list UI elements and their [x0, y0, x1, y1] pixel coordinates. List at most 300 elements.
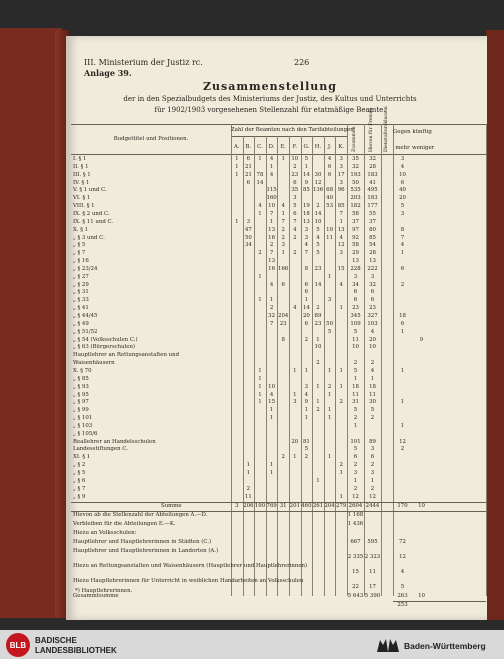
mehr-cell: 8 — [400, 226, 405, 233]
table-cell: 9 — [304, 179, 309, 186]
fremde-cell: 3 — [370, 446, 375, 453]
summe-mehr: 170 — [397, 503, 408, 510]
table-cell: 11 — [326, 234, 334, 241]
row-label: „ § 93 — [73, 383, 89, 390]
zusammen-cell: 18 — [352, 383, 359, 390]
fremde-cell: 54 — [369, 242, 376, 249]
table-cell: 8 — [281, 336, 285, 343]
mehr-cell: 6 — [400, 179, 405, 186]
zusammen-cell: 535 — [350, 187, 361, 194]
library-name-line-2: LANDESBIBLIOTHEK — [35, 646, 117, 655]
table-cell: 1 — [269, 415, 274, 422]
mehr-cell: 12 — [399, 438, 406, 445]
table-cell: 8 — [304, 265, 309, 272]
summary-label: Hiezu an Volksschulen: — [73, 530, 137, 537]
row-label: „ § 101 — [73, 415, 93, 422]
table-cell: 20 — [302, 313, 310, 319]
table-cell: 3 — [293, 399, 297, 406]
table-cell: 23 — [314, 265, 322, 272]
summe-cell: 460 — [301, 503, 312, 510]
fremde-cell: 327 — [367, 313, 378, 319]
summe-fremde: 2444 — [365, 503, 380, 510]
table-cell: 1 — [258, 391, 262, 398]
summary-mehr: 5 — [400, 584, 405, 591]
summary-label: Hauptlehrer und Hauptlehrerinnen in Landorten (A.) — [73, 548, 219, 555]
row-label: IX. § 2 und C. — [73, 210, 110, 217]
zusammen-cell: 11 — [352, 336, 359, 343]
table-cell: 1 — [339, 493, 343, 500]
row-label: „ § 103 — [73, 422, 93, 429]
zusammen-cell: 109 — [350, 320, 361, 327]
table-cell: 2 — [339, 462, 343, 469]
table-cell: 6 — [293, 179, 297, 186]
table-cell: 1 — [235, 156, 239, 162]
table-cell: 5 — [316, 242, 320, 249]
summary-label: Gesammtsumme — [73, 593, 119, 600]
fremde-cell: 1 — [370, 477, 375, 484]
dienst-header: Dienstaltersklassen — [384, 106, 389, 152]
table-cell: 1 — [281, 250, 285, 257]
fremde-cell: 32 — [369, 156, 376, 162]
state-lions-icon — [375, 636, 401, 656]
summary-fremde: 2 323 — [364, 554, 381, 561]
book-cover-right — [486, 30, 504, 620]
row-label: Hauptlehrer an Rettungsanstalten und — [73, 352, 180, 359]
row-label: Landesstiftungen C. — [73, 446, 128, 453]
zusammen-cell: 203 — [350, 195, 361, 202]
table-cell: 1 — [258, 156, 262, 162]
table-cell: 1 — [246, 462, 251, 469]
table-cell: 6 — [281, 281, 285, 288]
page-number: 226 — [294, 58, 310, 67]
zusammen-cell: 23 — [352, 305, 359, 312]
table-cell: 4 — [293, 305, 297, 312]
table-cell: 2 — [281, 454, 285, 461]
fremde-cell: 30 — [369, 399, 376, 406]
table-cell: 53 — [326, 203, 334, 210]
row-label: „ § 51/52 — [73, 328, 98, 335]
summary-fremde: 11 — [369, 569, 376, 576]
state-name[interactable]: Baden-Württemberg — [404, 641, 486, 651]
summary-fremde: 5 390 — [364, 593, 381, 600]
row-label: „ § 16 — [73, 258, 89, 265]
fremde-cell: 4 — [370, 367, 375, 374]
zusammen-cell: 1 — [353, 375, 358, 382]
table-cell: 10 — [268, 203, 276, 210]
mehr-cell: 3 — [400, 156, 405, 162]
zusammen-cell: 37 — [352, 218, 359, 225]
library-name-line-1: BADISCHE — [35, 636, 77, 645]
row-label: X. § 1 — [73, 226, 89, 233]
zusammen-cell: 101 — [350, 438, 361, 445]
table-cell: 6 — [304, 289, 309, 296]
library-name[interactable] — [35, 636, 117, 656]
table-cell: 2 — [316, 407, 320, 414]
table-cell: 21 — [244, 163, 252, 170]
table-cell: 19 — [302, 203, 310, 210]
table-cell: 89 — [314, 313, 322, 319]
table-cell: 14 — [314, 281, 322, 288]
table-cell: 3 — [293, 195, 297, 202]
zusammen-cell: 2 — [353, 462, 358, 469]
fremde-cell: 3 — [370, 273, 375, 280]
zusammen-cell: 10 — [352, 344, 359, 351]
column-rule — [381, 124, 382, 596]
zusammen-cell: 29 — [352, 250, 359, 257]
summary-mehr: 72 — [399, 539, 406, 546]
summe-cell: 206 — [243, 503, 254, 510]
zusammen-cell: 5 — [353, 328, 358, 335]
fremde-cell: 89 — [369, 438, 376, 445]
table-cell: 5 — [293, 203, 297, 210]
table-cell: 2 — [327, 383, 332, 390]
fremde-cell: 2 — [370, 415, 375, 422]
weniger-header: weniger — [412, 145, 435, 151]
table-cell: 4 — [281, 203, 285, 210]
table-cell: 1 — [327, 273, 332, 280]
table-cell: 1 — [258, 273, 262, 280]
fremde-cell: 20 — [369, 336, 376, 343]
table-cell: 5 — [327, 328, 332, 335]
summary-weniger: 10 — [418, 593, 425, 600]
table-cell: 23 — [279, 320, 287, 327]
zusammen-cell: 3 — [353, 470, 358, 476]
table-cell: 5 — [304, 446, 309, 453]
row-label: „ § 7 — [73, 485, 86, 492]
table-cell: 1 — [293, 454, 297, 461]
table-cell: 68 — [326, 187, 334, 194]
summary-zusammen: 15 — [352, 569, 359, 576]
summary-mehr: 12 — [399, 554, 406, 561]
fremde-cell: 6 — [370, 289, 375, 296]
table-cell: 7 — [293, 218, 297, 225]
row-label: „ § 105/6 — [73, 430, 98, 437]
summary-zusammen: 1 168 — [347, 512, 364, 519]
table-cell: 32 — [268, 313, 276, 319]
table-cell: 40 — [326, 195, 334, 202]
table-cell: 4 — [293, 226, 297, 233]
table-cell: 1 — [316, 383, 320, 390]
table-top-rule — [71, 124, 486, 125]
zusammen-cell: 13 — [352, 258, 359, 265]
footnote: *) Hauptlehrerinnen. — [75, 588, 133, 594]
table-cell: 1 — [327, 391, 332, 398]
row-label: X. § 70 — [73, 367, 92, 374]
table-cell: 1 — [304, 367, 309, 374]
table-cell: 14 — [314, 210, 322, 217]
mehr-cell: 1 — [400, 367, 405, 374]
mehr-cell: 20 — [399, 195, 406, 202]
row-label: „ § 95 — [73, 391, 89, 398]
zusammen-cell: 12 — [352, 493, 359, 500]
fremde-cell: 5 — [370, 407, 375, 414]
table-cell: 12 — [337, 242, 345, 249]
table-cell: 13 — [302, 218, 310, 225]
fremde-cell: 4 — [370, 328, 375, 335]
fremde-cell: 85 — [369, 234, 376, 241]
table-cell: 1 — [339, 383, 343, 390]
zusammen-cell: 58 — [352, 210, 359, 217]
table-cell: 1 — [304, 163, 309, 170]
table-cell: 2 — [269, 305, 274, 312]
table-cell: 5 — [316, 250, 320, 257]
summe-cell: 201 — [289, 503, 300, 510]
row-label: III. § 1 — [73, 171, 91, 178]
zusammen-cell: 2 — [353, 485, 358, 492]
zusammen-cell: 1 — [353, 422, 358, 429]
table-cell: 10 — [291, 156, 299, 162]
table-cell: 4 — [269, 156, 274, 162]
table-cell: 35 — [291, 187, 299, 194]
zusammen-cell: 2 — [353, 415, 358, 422]
fremde-cell: 32 — [369, 281, 376, 288]
table-cell: 2 — [258, 250, 262, 257]
mehr-cell: 2 — [400, 281, 405, 288]
table-cell: 1 — [269, 218, 274, 225]
fremde-cell: 41 — [369, 179, 376, 186]
summe-cell: 31 — [279, 503, 287, 510]
summary-label: Hiezu an Rettungsanstalten und Waisenhäusern (Hauptlehrer und Hauptlehrerinnen) — [73, 563, 308, 570]
mehr-cell: 6 — [400, 320, 405, 327]
table-cell: 4 — [269, 281, 274, 288]
blb-logo[interactable]: BLB — [6, 633, 30, 657]
table-cell: 10 — [314, 344, 322, 351]
row-label: Reallehrer an Handelsschulen — [73, 438, 156, 445]
table-cell: 166 — [278, 265, 289, 272]
table-cell: 2 — [293, 163, 297, 170]
fremde-cell: 28 — [369, 250, 376, 257]
table-cell: 2 — [293, 250, 297, 257]
tarif-header-a: A. — [233, 144, 240, 150]
mehr-cell: 10 — [399, 171, 406, 178]
summary-label: Verbleiben für die Abteilungen E.—K. — [73, 521, 176, 528]
zusammen-cell: 5 — [353, 407, 358, 414]
header-bottom-rule — [71, 154, 486, 155]
fremde-cell: 2 — [370, 360, 375, 367]
table-cell: 4 — [258, 203, 262, 210]
table-cell: 16 — [268, 234, 276, 241]
summary-mehr: 263 — [397, 593, 408, 600]
zusammen-cell: 32 — [352, 163, 359, 170]
table-cell: 7 — [269, 250, 274, 257]
table-cell: 1 — [327, 367, 332, 374]
row-label: „ § 23/24 — [73, 265, 98, 272]
title-line-1: der in den Spezialbudgets des Ministeriums der Justiz, des Kultus und Unterrichts — [123, 95, 417, 103]
fremde-cell: 18 — [369, 383, 376, 390]
table-cell: 14 — [302, 305, 310, 312]
tarif-header-k: K. — [338, 144, 345, 150]
table-cell: 6 — [327, 163, 332, 170]
row-label: XI. § 1 — [73, 454, 91, 461]
tarif-header-b: B. — [245, 144, 252, 150]
net-difference: 253 — [397, 602, 408, 609]
table-cell: 1 — [327, 415, 332, 422]
tarif-header-c: C. — [257, 144, 263, 150]
zusammen-cell: 34 — [352, 281, 359, 288]
table-cell: 1 — [304, 297, 309, 304]
table-cell: 6 — [246, 179, 251, 186]
table-cell: 1 — [339, 305, 343, 312]
row-label: „ § 7 — [73, 250, 86, 257]
zusammen-cell: 345 — [350, 313, 361, 319]
running-header: III. Ministerium der Justiz rc. — [84, 58, 203, 67]
zusammen-cell: 50 — [352, 179, 359, 186]
table-cell: 7 — [339, 210, 343, 217]
table-cell: 3 — [339, 179, 343, 186]
row-label: „ § 5 — [73, 470, 86, 476]
table-cell: 160 — [266, 195, 277, 202]
fremde-cell: 10 — [369, 344, 376, 351]
table-cell: 2 — [281, 226, 285, 233]
table-cell: 14 — [256, 179, 264, 186]
row-label: „ § 5 — [73, 242, 86, 249]
summe-zusammen: 2604 — [348, 503, 363, 510]
table-cell: 4 — [269, 171, 274, 178]
table-cell: 2 — [269, 242, 274, 249]
zusammen-cell: 182 — [350, 203, 361, 210]
weniger-cell: 9 — [419, 336, 424, 343]
mehr-cell: 1 — [400, 328, 405, 335]
table-cell: 5 — [316, 226, 320, 233]
table-cell: 18 — [302, 210, 310, 217]
table-cell: 2 — [304, 336, 309, 343]
table-cell: 7 — [304, 250, 309, 257]
row-label: „ § 6 — [73, 477, 86, 484]
mehr-cell: 6 — [400, 265, 405, 272]
table-cell: 2 — [246, 485, 251, 492]
row-label: „ § 63 (Bürgerschulen) — [73, 344, 136, 351]
table-cell: 1 — [258, 297, 262, 304]
summary-zusammen: 667 — [350, 539, 361, 546]
table-cell: 23 — [291, 171, 299, 178]
summe-cell: 769 — [266, 503, 277, 510]
fremde-cell: 37 — [369, 218, 376, 225]
table-cell: 3 — [339, 250, 343, 257]
table-cell: 13 — [268, 226, 276, 233]
tarif-header-h: H. — [314, 144, 322, 150]
table-cell: 96 — [337, 187, 345, 194]
row-label: „ § 2 — [73, 462, 86, 469]
fremde-cell: 28 — [369, 163, 376, 170]
fremde-cell: 177 — [367, 203, 378, 210]
zusammen-cell: 6 — [353, 297, 358, 304]
row-label: „ § 41 — [73, 305, 89, 312]
mehr-cell: 4 — [400, 242, 405, 249]
row-label: II. § 1 — [73, 163, 89, 170]
table-cell: 50 — [326, 320, 334, 327]
summary-label: Hievon ab die Stellenzahl der Abteilungen A.—D. — [73, 512, 208, 519]
table-cell: 1 — [258, 383, 262, 390]
table-cell: 1 — [269, 163, 274, 170]
table-cell: 4 — [304, 391, 309, 398]
table-cell: 10 — [268, 383, 276, 390]
table-cell: 12 — [314, 179, 322, 186]
table-cell: 1 — [246, 470, 251, 476]
fremde-cell: 13 — [369, 258, 376, 265]
summary-mehr: 4 — [400, 569, 405, 576]
table-cell: 4 — [304, 242, 309, 249]
budget-column-header: Budgettitel und Positionen. — [113, 136, 189, 142]
table-cell: 16 — [268, 265, 276, 272]
fremde-cell: 495 — [367, 187, 378, 194]
document-title: Zusammenstellung — [203, 80, 337, 93]
fremde-cell: 2 — [370, 485, 375, 492]
table-cell: 15 — [337, 265, 345, 272]
table-cell: 15 — [268, 399, 276, 406]
fremde-cell: 103 — [367, 320, 378, 327]
mehr-cell: 1 — [400, 399, 405, 406]
tarif-header-g: G. — [303, 144, 310, 150]
zusammen-cell: 97 — [352, 226, 359, 233]
table-cell: 1 — [304, 415, 309, 422]
table-cell: 2 — [316, 305, 320, 312]
zusammen-cell: 1 — [353, 477, 358, 484]
zusammen-cell: 92 — [352, 234, 359, 241]
row-label: V. § 1 und C. — [73, 187, 107, 194]
table-cell: 3 — [304, 234, 309, 241]
mehr-cell: 1 — [400, 250, 405, 257]
row-label: „ § 49 — [73, 320, 89, 327]
summe-cell: 279 — [336, 503, 347, 510]
row-label: Waisenhäusern — [73, 360, 115, 367]
table-cell: 4 — [339, 234, 343, 241]
zusammen-cell: 5 — [353, 446, 358, 453]
row-label: I. § 1 — [73, 156, 87, 162]
tarif-header-e: E. — [280, 144, 287, 150]
book-cover-left — [0, 28, 62, 618]
fremde-cell: 3 — [370, 470, 375, 476]
table-cell: 1 — [281, 156, 285, 162]
table-cell: 7 — [269, 210, 274, 217]
fuer-fremde-header: Hievon für Fremde — [369, 107, 374, 152]
mehr-cell: 1 — [400, 422, 405, 429]
zusammen-cell: 6 — [353, 289, 358, 296]
row-label: „ § 54 (Volksschulen C.) — [73, 336, 138, 343]
table-cell: 1 — [339, 470, 343, 476]
mehr-cell: 18 — [399, 313, 406, 319]
table-cell: 30 — [314, 171, 322, 178]
table-cell: 1 — [281, 210, 285, 217]
summary-zusammen: 2 335 — [347, 554, 364, 561]
fremde-cell: 12 — [369, 493, 376, 500]
column-rule — [486, 124, 487, 596]
table-cell: 6 — [304, 281, 309, 288]
table-cell: 1 — [235, 171, 239, 178]
table-cell: 1 — [293, 367, 297, 374]
table-cell: 81 — [302, 438, 310, 445]
table-cell: 3 — [281, 242, 285, 249]
tarif-header-d: D. — [268, 144, 275, 150]
table-cell: 1 — [339, 367, 343, 374]
zusammen-cell: 2 — [353, 360, 358, 367]
summary-fremde: 595 — [367, 539, 378, 546]
table-cell: 85 — [337, 203, 345, 210]
fremde-cell: 1 — [370, 375, 375, 382]
fremde-cell: 183 — [367, 195, 378, 202]
zusammen-cell: 228 — [350, 265, 361, 272]
table-cell: 23 — [314, 320, 322, 327]
mehr-cell: 4 — [400, 163, 405, 170]
table-cell: 1 — [304, 407, 309, 414]
table-cell: 1 — [258, 367, 262, 374]
summe-cell: 261 — [312, 503, 324, 510]
fremde-cell: 6 — [370, 454, 375, 461]
table-cell: 5 — [304, 156, 309, 162]
zusammen-cell: 193 — [350, 171, 361, 178]
fremde-cell: 23 — [369, 305, 376, 312]
table-cell: 20 — [291, 438, 299, 445]
table-cell: 1 — [316, 336, 320, 343]
